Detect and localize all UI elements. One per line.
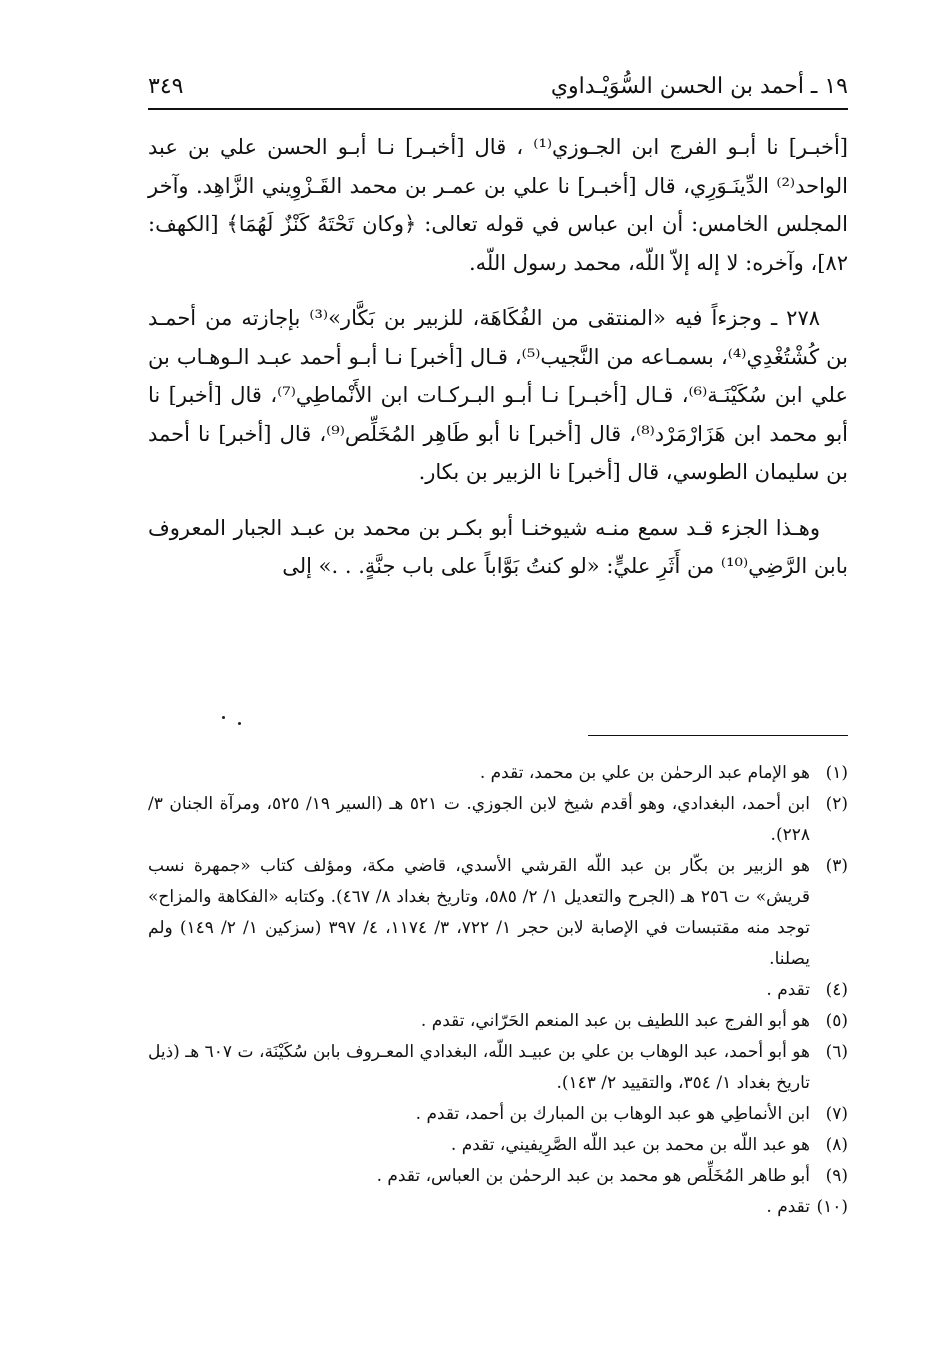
footnote-item xyxy=(148,1037,848,1099)
scan-speck xyxy=(222,716,225,719)
page-number: ٣٤٩ xyxy=(148,74,184,99)
footnote-number: (٣) xyxy=(825,856,848,876)
footnote-number: (٢) xyxy=(825,794,848,814)
footnote-item xyxy=(148,851,848,975)
footnote-separator xyxy=(588,735,848,736)
footnote-text: أبو طاهر المُخَلِّص هو محمد بن عبد الرحمٰن بن العباس، تقدم . xyxy=(376,1166,810,1186)
header-rule xyxy=(148,108,848,110)
footnote-number: (٥) xyxy=(825,1011,848,1031)
scan-speck xyxy=(238,722,241,725)
footnote-number: (٩) xyxy=(825,1166,848,1186)
footnote-text: هو أبو الفرج عبد اللطيف بن عبد المنعم الحَرّاني، تقدم . xyxy=(420,1011,810,1031)
footnote-number: (٨) xyxy=(825,1135,848,1155)
footnote-text: هو أبو أحمد، عبد الوهاب بن علي بن عبيـد اللّه، البغدادي المعـروف بابن سُكَيْنَة، ت ٦٠٧ هـ (ذيل تاريخ بغداد ١/ ٣٥٤، والتقييد ٢/ ١٤٣). xyxy=(148,1042,810,1093)
paragraph-1: [أخبـر] نا أبـو الفرج ابن الجـوزي⁽¹⁾ ، قال [أخبـر] نـا أبـو الحسن علي بن عبد الواحد⁽²⁾ الدِّينَـوَرِي، قال [أخبـر] نا علي بن عمـر بن محمد القَـزْوِيني الزَّاهِد. وآخر المجلس الخامس: أن ابن عباس في قوله تعالى: ﴿وكان تَحْتَهُ كَنْزٌ لَهُمَا﴾ [الكهف: ٨٢]، وآخره: لا إله إلاّ اللّه، محمد رسول اللّه. xyxy=(148,135,848,275)
footnote-text: ابن الأنماطِي هو عبد الوهاب بن المبارك بن أحمد، تقدم . xyxy=(415,1104,810,1124)
footnote-number: (١٠) xyxy=(816,1197,848,1217)
footnote-item xyxy=(148,789,848,851)
footnote-number: (٤) xyxy=(825,980,848,1000)
footnote-number: (٧) xyxy=(825,1104,848,1124)
footnote-item xyxy=(148,1130,848,1161)
footnote-item xyxy=(148,975,848,1006)
footnote-item xyxy=(148,1006,848,1037)
footnote-text: تقدم . xyxy=(766,1197,810,1217)
footnote-item xyxy=(148,1161,848,1192)
footnote-text: هو عبد اللّه بن محمد بن عبد اللّه الصَّرِيفيني، تقدم . xyxy=(450,1135,810,1155)
footnote-number: (١) xyxy=(825,763,848,783)
footnote-number: (٦) xyxy=(825,1042,848,1062)
chapter-title: ١٩ ـ أحمد بن الحسن السُّوَيْـداوي xyxy=(550,74,848,99)
paragraph-2: ٢٧٨ ـ وجزءاً فيه «المنتقى من الفُكَاهَة، للزبير بن بَكَّار»⁽³⁾ بإجازته من أحمـد بن كُشْتُغْدِي⁽⁴⁾، بسمـاعه من النَّجيب⁽⁵⁾، قـال [أخبر] نـا أبـو أحمد عبـد الـوهـاب بن علي ابن سُكَيْنَـة⁽⁶⁾، قـال [أخبـر] نـا أبـو البـركـات ابن الأَنْماطِي⁽⁷⁾، قال [أخبر] نا أبو محمد ابن هَزَارْمَرْد⁽⁸⁾، قال [أخبر] نا أبو طَاهِر المُخَلِّص⁽⁹⁾، قال [أخبر] نا أحمد بن سليمان الطوسي، قال [أخبر] نا الزبير بن بكار. xyxy=(148,306,849,484)
footnote-item xyxy=(148,758,848,789)
footnote-text: هو الإمام عبد الرحمٰن بن علي بن محمد، تقدم . xyxy=(479,763,810,783)
footnote-text: هو الزبير بن بكّار بن عبد اللّه القرشي الأسدي، قاضي مكة، ومؤلف كتاب «جمهرة نسب قريش» ت ٢٥٦ هـ (الجرح والتعديل ١/ ٢/ ٥٨٥، وتاريخ بغداد ٨/ ٤٦٧). وكتابه «الفكاهة والمزاح» توجد منه مقتبسات في الإصابة لابن حجر ١/ ٧٢٢، ٣/ ١١٧٤، ٤/ ٣٩٧ (سزكين ١/ ٢/ ١٤٩) ولم يصلنا. xyxy=(148,856,811,969)
footnote-item xyxy=(148,1099,848,1130)
paragraph-3: وهـذا الجزء قـد سمع منـه شيوخنـا أبو بكـر بن محمد بن عبـد الجبار المعروف بابن الرَّضِي⁽¹⁰⁾ من أَثَرِ عليٍّ: «لو كنتُ بَوَّاباً على باب جنَّةٍ. . .» إلى xyxy=(148,515,848,578)
footnote-text: ابن أحمد، البغدادي، وهو أقدم شيخ لابن الجوزي. ت ٥٢١ هـ (السير ١٩/ ٥٢٥، ومرآة الجنان ٣/ ٢٢٨). xyxy=(148,794,810,845)
running-header xyxy=(148,72,848,106)
footnote-item xyxy=(148,1192,848,1223)
footnote-text: تقدم . xyxy=(766,980,810,1000)
main-text xyxy=(148,128,848,586)
footnotes xyxy=(148,758,848,1223)
